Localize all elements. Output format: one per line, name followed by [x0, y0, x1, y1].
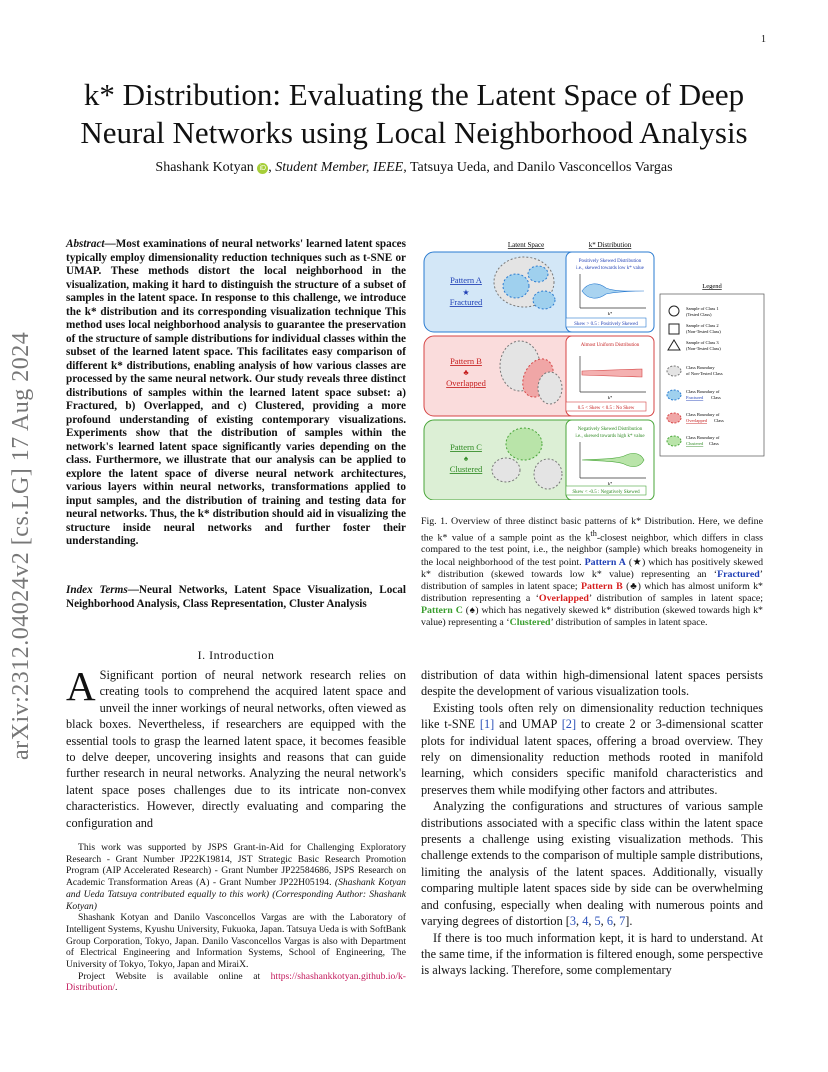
legend-3-l1: Class Boundary — [686, 365, 715, 370]
legend-4-l2: Fractured — [686, 395, 704, 400]
index-terms-text: Neural Networks, Latent Space Visualization, Local Neighborhood Analysis, Class Representation, Cluster Analysis — [66, 584, 406, 610]
fig-header-latent: Latent Space — [507, 241, 545, 249]
arxiv-stamp: arXiv:2312.04024v2 [cs.LG] 17 Aug 2024 — [8, 331, 34, 760]
legend-2-l1: Sample of Class 3 — [686, 340, 719, 345]
figure-legend — [660, 283, 764, 456]
citation-link[interactable]: 7 — [619, 914, 626, 929]
legend-1-l1: Sample of Class 2 — [686, 323, 719, 328]
panel-a-pattern: Pattern A — [450, 275, 482, 285]
citation-link[interactable]: 5 — [594, 914, 601, 929]
legend-0-l1: Sample of Class 1 — [686, 306, 719, 311]
panel-c-pattern: Pattern C — [450, 442, 482, 452]
panel-c-symbol: ♠ — [463, 454, 469, 463]
orcid-icon[interactable]: iD — [257, 163, 268, 174]
citation-link[interactable]: [2] — [561, 717, 577, 732]
legend-gray-boundary-icon — [667, 366, 681, 376]
project-website-link[interactable]: https://shashankkotyan.github.io/k-Distribution/ — [66, 970, 406, 994]
figure-caption: Fig. 1. Overview of three distinct basic patterns of k* Distribution. Here, we define the k* value of a sample point as the $k^{th}$-closest neighbor, which differs in class compared to the test point, i.e., the neighbor (sample) which breaks homogeneity in the local neighborhood of the test point. Pattern A (★) which has positively skewed k* distribution (skewed towards low k* value) representing an ‘Fractured’ distribution of samples in latent space; Pattern B (♣) which has almost uniform k* distribution representing a ‘Overlapped’ distribution of samples in latent space; Pattern C (♠) which has negatively skewed k* distribution (skewed towards high k* value) representing a ‘Clustered’ distribution of samples in latent space. — [421, 516, 764, 629]
panel-b-axis-x: k* — [607, 395, 613, 400]
section-heading: I. Introduction — [197, 648, 275, 662]
panel-c-axis-x: k* — [607, 481, 613, 486]
legend-5-l3: Class — [714, 418, 724, 423]
figure-1 — [420, 238, 770, 500]
panel-c-dist-title-1: Negatively Skewed Distribution — [577, 427, 643, 432]
legend-2-l2: (Non-Tested Class) — [686, 346, 721, 351]
citation-link[interactable]: [1] — [479, 717, 495, 732]
panel-b-name: Overlapped — [446, 378, 486, 388]
panel-c-skew: Skew < -0.5 : Negatively Skewed — [572, 490, 640, 495]
panel-c-dist-title-2: i.e., skewed towards high k* value — [575, 434, 645, 439]
figure-diagram — [420, 238, 770, 500]
citation-link[interactable]: 3 — [569, 914, 577, 929]
dropcap: A — [66, 663, 96, 709]
rc-paragraph-3: Analyzing the configurations and structures of various sample distributions associated with a specific class within the latent space presents a challenge using existing visualization methods. This challenge extends to the comparison of multiple sample distributions, limiting the analysis of the latent spaces. Additionally, visually comparing multiple latent spaces side by side can be overwhelming and confusing, especially when dealing with numerous points and varying degrees of distortion [3, 4, 5, 6, 7]. — [421, 799, 763, 929]
panel-c — [424, 420, 654, 500]
rc-paragraph-2: Existing tools often rely on dimensionality reduction techniques like t-SNE [1] and UMAP [2] to create 2 or 3-dimensional scatter plots for individual latent spaces, offering a broad overview. They rely on dimensionality reduction methods rooted in manifold learning, which considers specific manifold characteristics and preserves them while modifying other factors and attributes. — [421, 700, 763, 797]
citation-link[interactable]: 6 — [606, 914, 613, 929]
rc-paragraph-4: If there is too much information kept, it is hard to understand. At the same time, if the information is filtered enough, some perspective is always lacking. Therefore, some complementary — [421, 930, 763, 978]
legend-1-l2: (Non-Tested Class) — [686, 329, 721, 334]
footnotes — [66, 842, 406, 994]
author-membership: Student Member, IEEE — [275, 160, 404, 175]
abstract: Abstract—Most examinations of neural networks' learned latent spaces typically employ dimensionality reduction techniques such as t-SNE or UMAP. These methods distort the local neighborhood in the visualization, making it hard to distinguish the structure of a subset of samples in the latent space. In response to this challenge, we introduce the k* distribution and its corresponding visualization technique This method uses local neighborhood analysis to guarantee the preservation of the structure of sample distributions for individual classes within the subset of the learned latent space. This facilitates easy comparison of different k* distributions, enabling analysis of how various classes are processed by the same neural network. Our study reveals three distinct distributions of samples within the learned latent space subset: a) Fractured, b) Overlapped, and c) Clustered, providing a more profound understanding of existing contemporary visualizations. Experiments show that the distribution of samples within the network's learned latent space significantly varies depending on the class. Furthermore, we illustrate that our analysis can be applied to explore the latent space of diverse neural network architectures, various layers within neural networks, transformations applied to input samples, and the distribution of training and testing data for neural networks. Thus, the k* distribution should aid in visualizing the structure inside neural networks and further foster their understanding. — [66, 238, 406, 547]
fig-header-kstar: k* Distribution — [588, 241, 632, 249]
legend-6-l2: Clustered — [686, 441, 704, 446]
panel-a-skew: Skew > 0.5 : Positively Skewed — [574, 322, 638, 327]
panel-a — [424, 252, 654, 332]
page-number: 1 — [761, 34, 766, 45]
legend-0-l2: (Tested Class) — [686, 312, 712, 317]
legend-green-boundary-icon — [667, 436, 681, 446]
legend-6-l1: Class Boundary of — [686, 435, 720, 440]
legend-4-l3: Class — [711, 395, 721, 400]
citation-link[interactable]: 4 — [582, 914, 589, 929]
legend-3-l2: of Non-Tested Class — [686, 371, 723, 376]
index-terms: Index Terms—Neural Networks, Latent Space Visualization, Local Neighborhood Analysis, Class Representation, Cluster Analysis — [66, 584, 406, 610]
caption-label: Fig. 1. — [421, 516, 448, 527]
footnote-affiliations: Shashank Kotyan and Danilo Vasconcellos Vargas are with the Laboratory of Intelligent Systems, Kyushu University, Fukuoka, Japan. Tatsuya Ueda is with SoftBank Group Corporation, Tokyo, Japan. Danilo Vasconcellos Vargas is also with Department of Electrical Engineering and Information Systems, School of Engineering, The University of Tokyo, Tokyo, Japan and MiraiX. — [66, 912, 406, 971]
index-terms-label: Index Terms — [66, 584, 128, 596]
abstract-text: Most examinations of neural networks' learned latent spaces typically employ dimensionality reduction techniques such as t-SNE or UMAP. These methods distort the local neighborhood in the visualization, making it hard to distinguish the structure of a subset of samples in the latent space. In response to this challenge, we introduce the k* distribution and its corresponding visualization technique This method uses local neighborhood analysis to guarantee the preservation of the structure of sample distributions for individual classes within the subset of the learned latent space. This facilitates easy comparison of different k* distributions, enabling analysis of how various classes are processed by the same neural network. Our study reveals three distinct distributions of samples within the learned latent space subset: a) Fractured, b) Overlapped, and c) Clustered, providing a more profound understanding of existing contemporary visualizations. Experiments show that the distribution of samples within the network's learned latent space significantly varies depending on the class. Furthermore, we illustrate that our analysis can be applied to explore the latent space of diverse neural network architectures, various layers within neural networks, transformations applied to input samples, and the distribution of training and testing data for neural networks. Thus, the k* distribution should aid in visualizing the structure inside neural networks and further foster their understanding. — [66, 238, 406, 547]
legend-red-boundary-icon — [667, 413, 681, 423]
rc-paragraph-1: distribution of data within high-dimensional latent spaces persists despite the development of various visualization tools. — [421, 668, 763, 699]
legend-5-l2: Overlapped — [686, 418, 707, 423]
panel-a-dist-title-2: i.e., skewed towards low k* value — [576, 266, 644, 271]
footnote-website: Project Website is available online at https://shashankkotyan.github.io/k-Distribution/. — [66, 970, 406, 994]
author-rest: , Tatsuya Ueda, and Danilo Vasconcellos Vargas — [403, 160, 673, 175]
legend-title: Legend — [702, 283, 722, 290]
footnote-funding: This work was supported by JSPS Grant-in-Aid for Challenging Exploratory Research - Grant Number JP22K19814, JST Strategic Basic Research Promotion Program (AIP Accelerated Research) - Grant Number JP22584686, JSPS Research on Academic Transformation Areas (A) - Grant Number JP22H05194. (Shashank Kotyan and Ueda Tatsuya contributed equally to this work) (Corresponding Author: Shashank Kotyan) — [66, 842, 406, 912]
panel-a-symbol: ★ — [462, 288, 470, 297]
panel-c-name: Clustered — [449, 464, 483, 474]
legend-6-l3: Class — [709, 441, 719, 446]
panel-a-axis-x: k* — [607, 311, 613, 316]
panel-b-skew: 0.5 < Skew < 0.5 : No Skew — [577, 406, 635, 411]
intro-paragraph: A Significant portion of neural network research relies on creating tools to comprehend the acquired latent space and unveil the inner workings of neural networks, often viewed as black boxes. Nevertheless, if researchers are equipped with the essential tools to grasp the learned latent space, it becomes feasible to delve deeper, uncovering insights and reasons that can guide further research in neural networks. Analyzing the neural network's latent space poses challenges due to its intricate non-convex characteristics. However, directly evaluating and comparing the configuration and — [66, 663, 406, 830]
panel-b-symbol: ♣ — [463, 368, 469, 377]
panel-b-dist-title-1: Almost Uniform Distribution — [580, 343, 640, 348]
paper-title: k* Distribution: Evaluating the Latent Space of Deep Neural Networks using Local Neighborhood Analysis — [80, 77, 748, 150]
right-column-text — [421, 667, 763, 979]
panel-b — [424, 336, 654, 416]
author-line: Shashank Kotyan iD , Student Member, IEEE, Tatsuya Ueda, and Danilo Vasconcellos Vargas — [155, 160, 673, 175]
author-first: Shashank Kotyan — [155, 160, 254, 175]
legend-5-l1: Class Boundary of — [686, 412, 720, 417]
panel-a-dist-title-1: Positively Skewed Distribution — [578, 259, 642, 264]
legend-blue-boundary-icon — [667, 390, 681, 400]
legend-4-l1: Class Boundary of — [686, 389, 720, 394]
abstract-label: Abstract — [66, 238, 105, 250]
panel-b-pattern: Pattern B — [450, 356, 482, 366]
panel-a-name: Fractured — [449, 297, 483, 307]
